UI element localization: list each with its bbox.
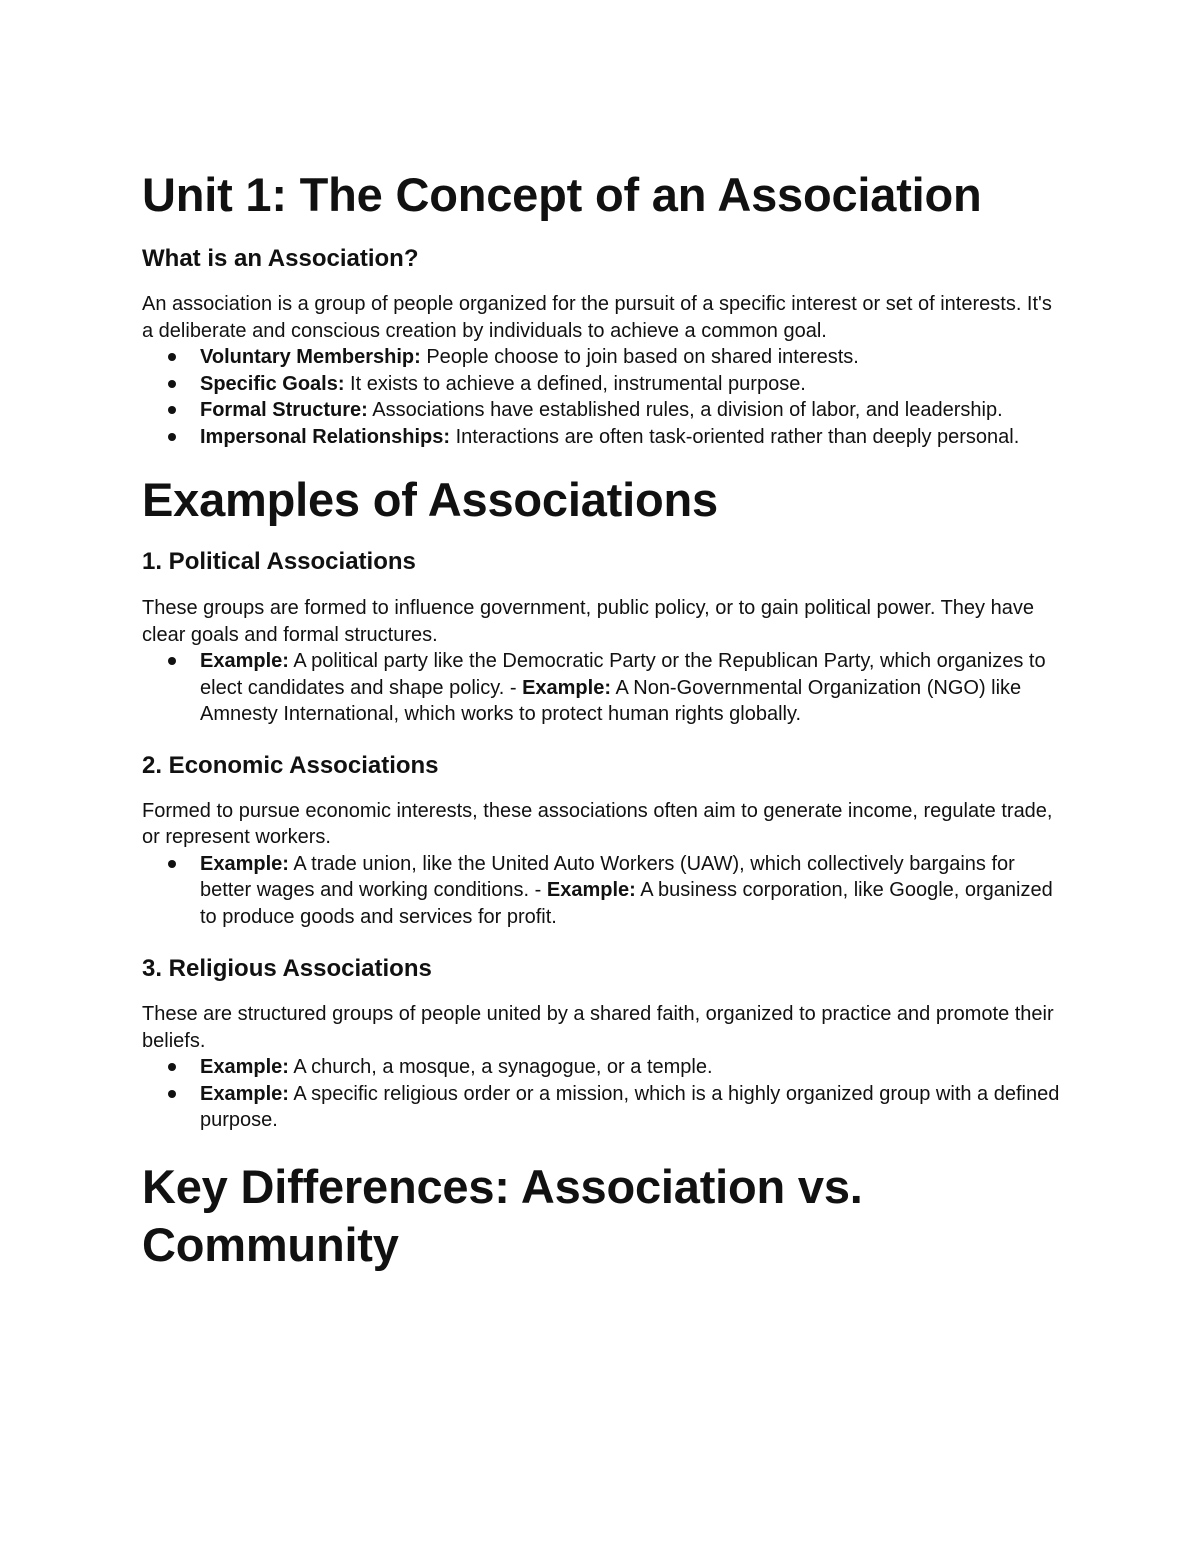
differences-heading: Key Differences: Association vs. Community xyxy=(142,1159,863,1271)
list-item xyxy=(142,371,1062,398)
religious-heading: 3. Religious Associations xyxy=(142,955,432,982)
bullet-icon xyxy=(168,1090,176,1098)
feature-label: Specific Goals: xyxy=(200,372,345,395)
example-label: Example: xyxy=(200,1082,289,1105)
document-page xyxy=(142,166,1062,1274)
section-intro: An association is a group of people organized for the pursuit of a specific interest or set of interests. It's a deliberate and conscious creation by individuals to achieve a common goal. xyxy=(142,293,1052,342)
bullet-icon xyxy=(168,433,176,441)
feature-text: People choose to join based on shared interests. xyxy=(420,346,859,368)
example-label: Example: xyxy=(200,650,289,672)
feature-label: Impersonal Relationships: xyxy=(200,425,451,448)
list-item xyxy=(142,648,1062,728)
religious-intro: These are structured groups of people united by a shared faith, organized to practice and promote their beliefs. xyxy=(142,1003,1054,1052)
bullet-icon xyxy=(168,406,176,414)
example-text: A political party like the Democratic Party or the Republican Party, which organizes to elect candidates and shape policy. - xyxy=(200,650,1046,699)
bullet-icon xyxy=(168,380,176,388)
page-title: Unit 1: The Concept of an Association xyxy=(142,168,982,221)
feature-list xyxy=(142,344,1062,450)
example-label: Example: xyxy=(200,852,289,875)
example-label: Example: xyxy=(522,676,611,699)
example-text: A business corporation, like Google, organized to produce goods and services for profit. xyxy=(200,879,1053,928)
example-text: A specific religious order or a mission, which is a highly organized group with a defined purpose. xyxy=(200,1082,1060,1131)
economic-intro: Formed to pursue economic interests, these associations often aim to generate income, regulate trade, or represent workers. xyxy=(142,799,1053,848)
bullet-icon xyxy=(168,860,176,868)
bullet-icon xyxy=(168,657,176,665)
section-heading-what-is: What is an Association? xyxy=(142,245,419,272)
example-label: Example: xyxy=(200,1056,289,1078)
feature-label: Formal Structure: xyxy=(200,399,368,421)
list-item xyxy=(142,397,1062,424)
list-item xyxy=(142,1081,1062,1134)
example-text: A Non-Governmental Organization (NGO) like Amnesty International, which works to protect human rights globally. xyxy=(200,676,1022,725)
example-text: A church, a mosque, a synagogue, or a temple. xyxy=(288,1056,713,1078)
feature-text: It exists to achieve a defined, instrumental purpose. xyxy=(344,372,806,395)
examples-heading: Examples of Associations xyxy=(142,473,718,526)
example-text: A trade union, like the United Auto Workers (UAW), which collectively bargains for better wages and working conditions. - xyxy=(200,852,1015,901)
bullet-icon xyxy=(168,1063,176,1071)
bullet-icon xyxy=(168,353,176,361)
list-item xyxy=(142,344,1062,371)
economic-list xyxy=(142,851,1062,931)
list-item xyxy=(142,1054,1062,1081)
feature-label: Voluntary Membership: xyxy=(200,346,421,368)
political-list xyxy=(142,648,1062,728)
example-label: Example: xyxy=(546,879,636,901)
feature-text: Associations have established rules, a division of labor, and leadership. xyxy=(367,399,1003,421)
political-heading: 1. Political Associations xyxy=(142,548,416,575)
list-item xyxy=(142,424,1062,451)
feature-text: Interactions are often task-oriented rather than deeply personal. xyxy=(450,425,1020,448)
economic-heading: 2. Economic Associations xyxy=(142,751,439,779)
religious-list xyxy=(142,1054,1062,1134)
political-intro: These groups are formed to influence government, public policy, or to gain political power. They have clear goals and formal structures. xyxy=(142,597,1034,646)
list-item xyxy=(142,851,1062,931)
